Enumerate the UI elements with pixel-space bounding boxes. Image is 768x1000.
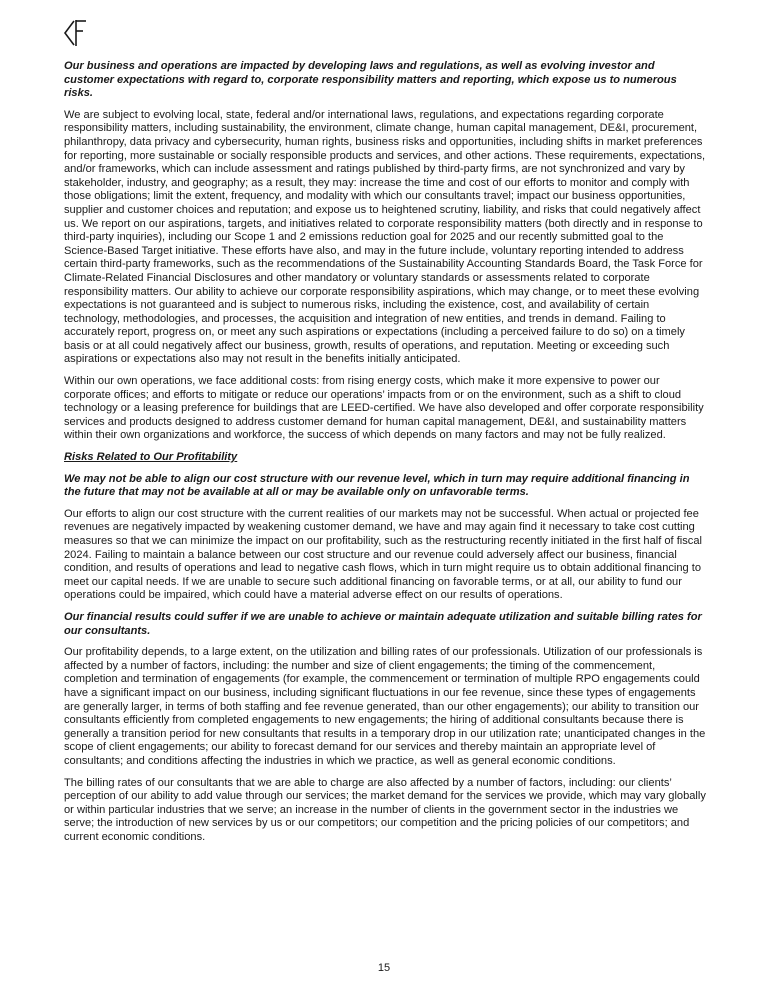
document-body (64, 60, 706, 852)
body-paragraph: The billing rates of our consultants that we are able to charge are also affected by a number of factors, including: our clients’ perception of our ability to add value through our services; the market demand for the services we provide, which may vary globally or within particular industries that we serve; an increase in the number of clients in the government sector in the industries we serve; the introduction of new services by us or our competitors; our competition and the pricing policies of our competitors; and current economic conditions. (64, 776, 706, 843)
kf-logo-icon (62, 18, 102, 48)
body-paragraph: Within our own operations, we face additional costs: from rising energy costs, which make it more expensive to power our corporate offices; and efforts to mitigate or reduce our operations’ impacts from or on the environment, such as a shift to cloud technology or a leasing preference for buildings that are LEED-certified. We have also developed and offer corporate responsibility services and products designed to address customer demand for human capital management, DE&I, and sustainability matters within their own organizations and workforce, the success of which depends on many factors and may not be fully realized. (64, 375, 704, 442)
body-paragraph: We are subject to evolving local, state, federal and/or international laws, regulations, and expectations regarding corporate responsibility matters, including sustainability, the environment, climate change, human capital management, DE&I, procurement, philanthropy, data privacy and cybersecurity, human rights, business risks and opportunities, including shifts in market preferences for reporting, more sustainable or socially responsible products and services, and other actions. These requirements, expectations, and/or frameworks, which can include assessment and ratings published by third-party firms, are not synchronized and vary by stakeholder, industry, and geography; as a result, they may: increase the time and cost of our efforts to monitor and comply with those obligations; limit the extent, frequency, and modality with which our consultants travel; impact our business opportunities, supplier and customer choices and reputation; and expose us to heightened scrutiny, liability, and risks that could negatively affect us. We report on our aspirations, targets, and initiatives related to corporate responsibility matters (both directly and in response to third-party inquiries), including our Scope 1 and 2 emissions reduction goal for 2025 and our recently submitted goal to the Science-Based Target initiative. These efforts have also, and may in the future include, voluntary reporting intended to address certain third-party frameworks, such as the recommendations of the Sustainability Accounting Standards Board, the Task Force for Climate-Related Financial Disclosures and other mandatory or voluntary standards or assessments related to corporate responsibility matters. Our ability to achieve our corporate responsibility aspirations, which may change, or to meet these evolving expectations is not guaranteed and is subject to numerous risks, including the existence, cost, and availability of certain technology, methodologies, and processes, the acquisition and integration of new entities, and trends in demand. Failing to accurately report, progress on, or meet any such aspirations or expectations (including a perceived failure to do so) on a timely basis or at all could negatively affect our business, growth, results of operations, and reputation. Meeting or exceeding such aspirations or expectations also may not result in the benefits initially anticipated. (64, 108, 706, 366)
risk-heading: We may not be able to align our cost structure with our revenue level, which in turn may require additional financing in the future that may not be available at all or may be available only on unfavorable terms. (64, 472, 690, 499)
page-number: 15 (377, 962, 391, 974)
section-heading: Risks Related to Our Profitability (64, 451, 238, 464)
risk-heading: Our business and operations are impacted by developing laws and regulations, as well as evolving investor and customer expectations with regard to, corporate responsibility matters and reporting, which expose us to numerous risks. (64, 60, 677, 100)
body-paragraph: Our profitability depends, to a large extent, on the utilization and billing rates of our professionals. Utilization of our professionals is affected by a number of factors, including: the number and size of client engagements; the timing of the commencement, completion and termination of engagements (for example, the commencement or termination of multiple RPO engagements could have a significant impact on our business, including significant fluctuations in our fee revenue, since these types of engagements are generally larger, in terms of both staffing and fee revenue generated, than our other engagements); our ability to transition our consultants efficiently from completed engagements to new engagements; the hiring of additional consultants because there is generally a transition period for new consultants that results in a temporary drop in our utilization rate; unanticipated changes in the scope of client engagements; our ability to forecast demand for our services and thereby maintain an appropriate level of consultants; and conditions affecting the industries in which we practice, as well as general economic conditions. (64, 646, 706, 767)
body-paragraph: Our efforts to align our cost structure with the current realities of our markets may not be successful. When actual or projected fee revenues are negatively impacted by weakening customer demand, we have and may again find it necessary to take cost cutting measures so that we can minimize the impact on our profitability, such as the restructuring recently initiated in the first half of fiscal 2024. Failing to maintain a balance between our cost structure and our revenue could adversely affect our business, financial condition, and results of operations and lead to negative cash flows, which in turn might require us to obtain additional financing to meet our capital needs. If we are unable to secure such additional financing on favorable terms, or at all, our ability to fund our operations could be impaired, which could have a material adverse effect on our results of operations. (64, 507, 702, 602)
risk-heading: Our financial results could suffer if we are unable to achieve or maintain adequate utilization and suitable billing rates for our consultants. (64, 610, 702, 637)
kf-monogram-icon (62, 18, 102, 48)
